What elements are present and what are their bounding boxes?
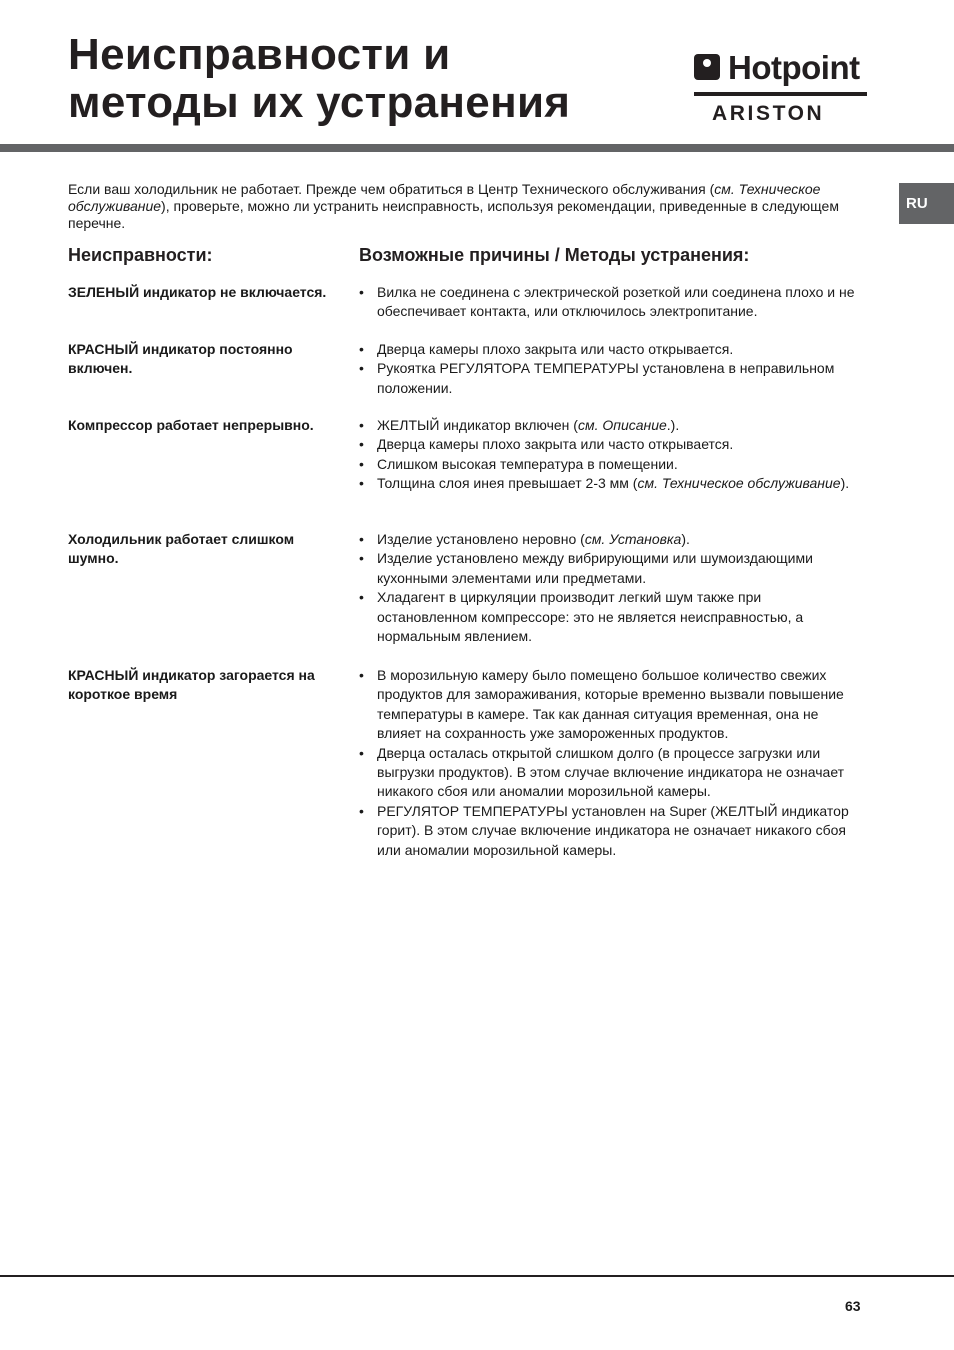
cause-item — [359, 359, 859, 398]
brand-logo — [694, 50, 869, 126]
cause-item — [359, 744, 859, 802]
cause-item — [359, 666, 859, 744]
cause-reference: см. Описание — [577, 417, 667, 433]
cause-item — [359, 455, 859, 474]
cause-text: Хладагент в циркуляции производит легкий шум также при остановленном компрессоре: это не является неисправностью, а нормальным явлением. — [377, 589, 804, 645]
page-title-line-1: Неисправности и — [68, 30, 451, 79]
cause-item — [359, 283, 859, 322]
cause-text: РЕГУЛЯТОР ТЕМПЕРАТУРЫ установлен на Super (ЖЕЛТЫЙ индикатор горит). В этом случае включение индикатора не означает никакого сбоя или аномалии морозильной камеры. — [377, 802, 849, 858]
page-title-line-2: методы их устранения — [68, 78, 571, 127]
cause-text: В морозильную камеру было помещено большое количество свежих продуктов для замораживания, которые временно вызвали повышение температуры в камере. Так как данная ситуация временная, она не влияет на сохранность уже замороженных продуктов. — [377, 667, 844, 742]
cause-list — [359, 283, 859, 322]
cause-reference: см. Установка — [584, 531, 682, 547]
cause-item — [359, 549, 859, 588]
footer-divider — [0, 1275, 954, 1277]
language-tab: RU — [899, 183, 954, 224]
cause-text: Рукоятка РЕГУЛЯТОРА ТЕМПЕРАТУРЫ установлена в неправильном положении. — [377, 360, 835, 396]
cause-text: Изделие установлено неровно ( — [377, 531, 585, 547]
intro-text-end: ), проверьте, можно ли устранить неисправность, используя рекомендации, приведенные в следующем перечне. — [68, 198, 839, 231]
header-divider — [0, 144, 954, 152]
cause-item — [359, 474, 859, 493]
brand-divider — [694, 92, 867, 96]
cause-text: Вилка не соединена с электрической розеткой или соединена плохо и не обеспечивает контакта, или отключилось электропитание. — [377, 284, 855, 320]
intro-text: Если ваш холодильник не работает. Прежде чем обратиться в Центр Технического обслуживания ( — [68, 181, 715, 197]
fault-label: КРАСНЫЙ индикатор постоянно включен. — [68, 341, 293, 376]
cause-item — [359, 340, 859, 359]
cause-text: Толщина слоя инея превышает 2-3 мм ( — [377, 475, 638, 492]
cause-item — [359, 530, 859, 549]
brand-mark-icon — [694, 54, 720, 80]
cause-list — [359, 666, 859, 860]
page-number: 63 — [845, 1298, 861, 1314]
cause-list — [359, 340, 859, 398]
cause-text: Дверца камеры плохо закрыта или часто открывается. — [377, 341, 734, 357]
causes-heading: Возможные причины / Методы устранения: — [359, 245, 750, 265]
cause-reference: см. Техническое обслуживание — [637, 475, 841, 492]
fault-label: Компрессор работает непрерывно. — [68, 417, 314, 433]
cause-text: ЖЕЛТЫЙ индикатор включен ( — [377, 417, 578, 433]
cause-item — [359, 435, 859, 454]
cause-item — [359, 802, 859, 860]
intro-reference: см. Техническое обслуживание — [68, 181, 821, 214]
cause-text-end: .). — [666, 417, 680, 433]
faults-heading: Неисправности: — [68, 245, 213, 265]
cause-list — [359, 416, 859, 494]
fault-label: ЗЕЛЕНЫЙ индикатор не включается. — [68, 284, 327, 300]
brand-subname: ARISTON — [712, 102, 825, 125]
fault-label: КРАСНЫЙ индикатор загорается на короткое время — [68, 667, 315, 702]
brand-name: Hotpoint — [728, 49, 860, 86]
cause-list — [359, 530, 859, 646]
cause-item — [359, 416, 859, 435]
cause-text: Дверца осталась открытой слишком долго (в процессе загрузки или выгрузки продуктов). В этом случае включение индикатора не означает никакого сбоя или аномалии морозильной камеры. — [377, 744, 845, 800]
intro-paragraph — [68, 181, 880, 232]
cause-text-end: ). — [681, 531, 690, 547]
cause-text: Дверца камеры плохо закрыта или часто открывается. — [377, 436, 734, 453]
cause-item — [359, 588, 859, 646]
cause-text: Слишком высокая температура в помещении. — [377, 455, 678, 472]
cause-text-end: ). — [840, 475, 850, 492]
cause-text: Изделие установлено между вибрирующими или шумоиздающими кухонными элементами или предметами. — [377, 550, 813, 586]
page-title — [68, 31, 570, 127]
fault-label: Холодильник работает слишком шумно. — [68, 531, 295, 566]
